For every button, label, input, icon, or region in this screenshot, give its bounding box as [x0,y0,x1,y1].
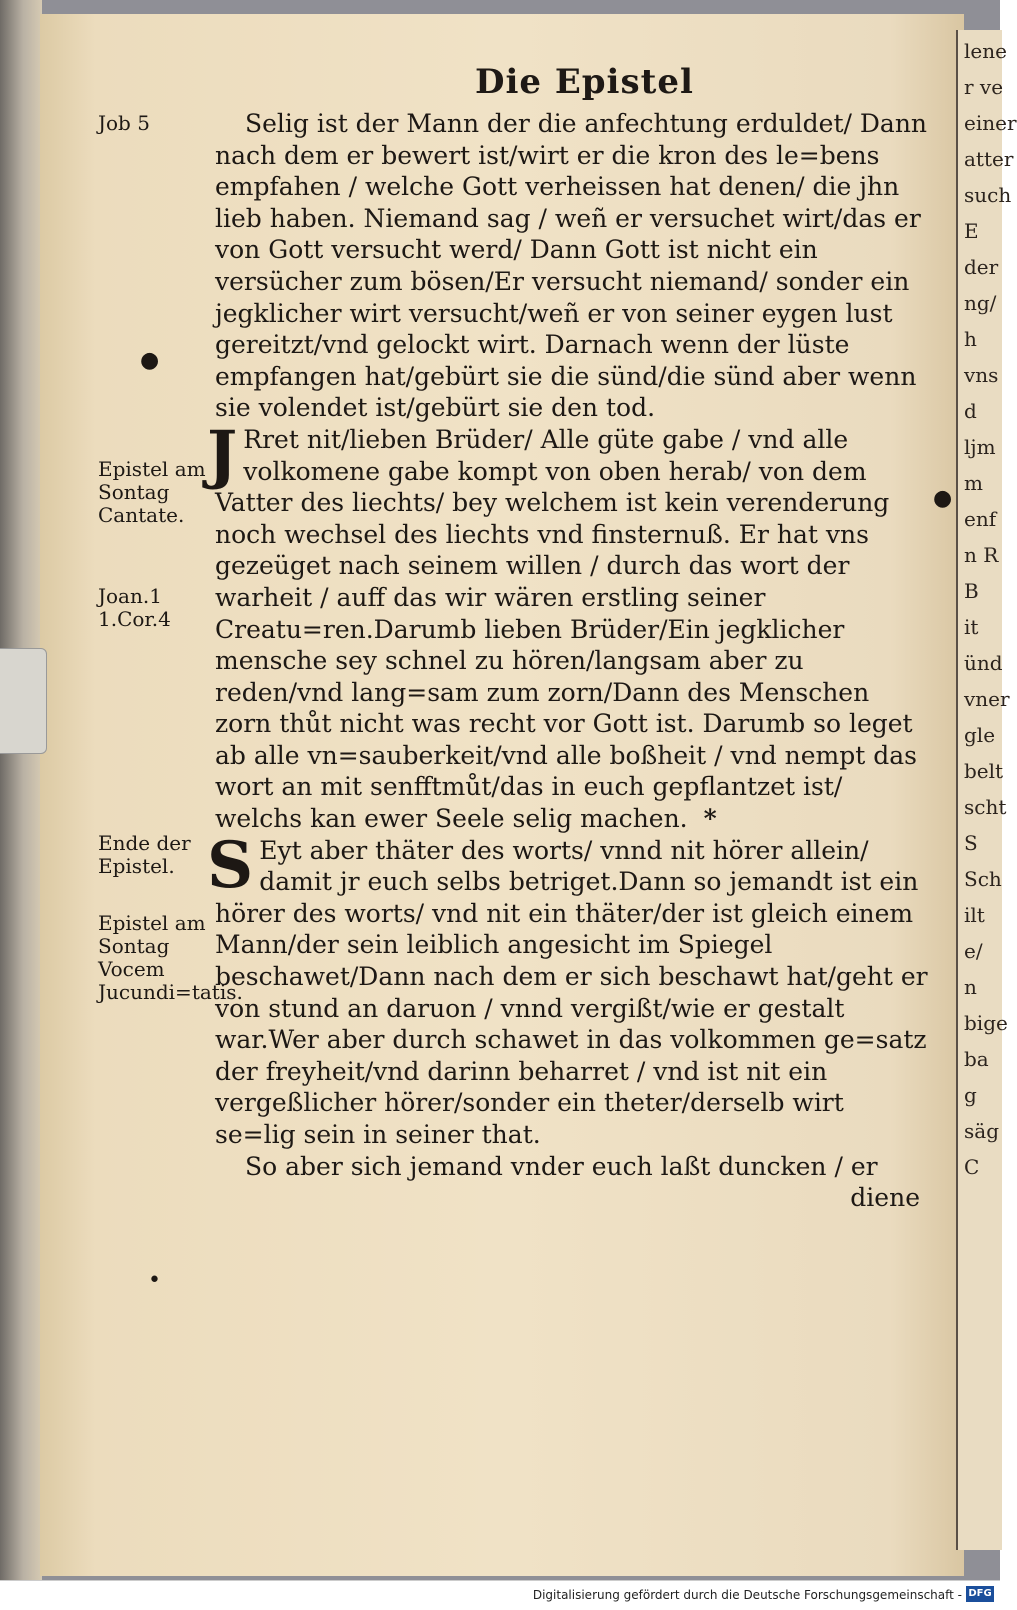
facing-page-fragment: säg [964,1119,999,1143]
facing-page-edge [956,30,1017,1550]
facing-page-fragment: C [964,1155,980,1179]
paragraph-text: Rret nit/lieben Brüder/ Alle güte gabe / vnd alle volkomene gabe kompt von oben herab/ von dem Vatter des liechts/ bey welchem ist kein verenderung noch wechsel des liechts vnd finsternuß. Er hat vns gezeüget nach seinem willen / durch das wort der warheit / auff das wir wären erstling seiner Creatu=ren.Darumb lieben Brüder/Ein jegklicher mensche sey schnel zu hören/langsam aber zu reden/vnd lang=sam zum zorn/Dann des Menschen zorn thůt nicht was recht vor Gott ist. Darumb so leget ab alle vn=sauberkeit/vnd alle boßheit / vnd nempt das wort an mit senfftmůt/das in euch gepflantzet ist/ welchs kan ewer Seele selig machen. [215,424,917,834]
margin-note-refs: Joan.1 1.Cor.4 [98,584,171,631]
facing-page-fragment: r ve [964,75,1004,99]
asterisk-marker: * [703,804,717,834]
facing-page-fragment: ljm [964,435,996,459]
facing-page-fragment: ünd [964,651,1003,675]
margin-note-cantate: Epistel am Sontag Cantate. [98,457,206,527]
facing-page-fragment: n [964,975,977,999]
book-spine [0,0,42,1580]
facing-page-fragment: m [964,471,983,495]
facing-page-fragment: einer [964,111,1017,135]
facing-page-fragment: h [964,327,977,351]
margin-bullet: • [148,1268,161,1293]
paragraph-text: Selig ist der Mann der die anfechtung erduldet/ Dann nach dem er bewert ist/wirt er die kron des le=bens empfahen / welche Gott verheissen hat denen/ die jhn lieb haben. Niemand sag / weñ er versuchet wirt/das er von Gott versucht werd/ Dann Gott ist nicht ein versücher zum bösen/Er versucht niemand/ sonder ein jegklicher wirt versucht/weñ er von seiner eygen lust gereitzt/vnd gelockt wirt. Darnach wenn der lüste empfangen hat/gebürt sie die sünd/die sünd aber wenn sie volendet ist/gebürt sie den tod. [215,109,928,423]
facing-page-fragment: ilt [964,903,985,927]
facing-page-fragment: g [964,1083,977,1107]
facing-page-fragment: scht [964,795,1007,819]
paragraph-3 [207,827,930,1151]
facing-page-fragment: ng/ [964,291,997,315]
facing-page-fragment: enf [964,507,997,531]
paragraph-text: Eyt aber thäter des worts/ vnnd nit hörer allein/ damit jr euch selbs betriget.Dann so jemandt ist ein hörer des worts/ vnd nit ein thäter/der ist gleich einem Mann/der sein leiblich angesicht im Spiegel beschawet/Dann nach dem er sich beschawt hat/geht er von stund an daruon / vnnd vergißt/wie er gestalt war.Wer aber durch schawet in das volkommen ge=satz der freyheit/vnd darinn beharret / vnd ist nit ein vergeßlicher hörer/sonder ein theter/derselb wirt se=lig sein in seiner that. [215,835,928,1149]
facing-page-fragment: B [964,579,979,603]
margin-note-job: Job 5 [98,111,150,135]
facing-page-fragment: n R [964,543,999,567]
facing-page-fragment: gle [964,723,996,747]
facing-page-fragment: atter [964,147,1014,171]
facing-page-fragment: e/ [964,939,983,963]
footer-bar [0,1580,1000,1610]
footer-credit: Digitalisierung gefördert durch die Deutsche Forschungsgemeinschaft - [532,1588,962,1602]
facing-page-fragment: S [964,831,978,855]
margin-bullet: ● [140,348,160,373]
facing-page-fragment: der [964,255,999,279]
paragraph-1 [215,108,930,424]
margin-note-ende: Ende der Epistel. [98,831,191,878]
paragraph-4 [215,1151,930,1183]
facing-page-fragment: lene [964,39,1007,63]
paragraph-text: So aber sich jemand vnder euch laßt duncken / er [245,1151,878,1181]
facing-page-fragment: such [964,183,1012,207]
paragraph-2 [207,416,930,835]
dfg-logo: DFG [966,1586,994,1602]
drop-initial: J [207,416,238,492]
facing-page-fragment: vner [964,687,1010,711]
facing-page-fragment: Sch [964,867,1002,891]
facing-page-fragment: ba [964,1047,989,1071]
facing-page-fragment: it [964,615,979,639]
margin-bullet: ● [933,486,953,511]
body-text [207,108,930,1214]
facing-page-fragment: belt [964,759,1004,783]
facing-page-fragment: E [964,219,979,243]
margin-note-vocem: Epistel am Sontag Vocem Jucundi=tatis. [98,911,243,1004]
running-head: Die Epistel [475,62,694,102]
catchword: diene [850,1183,920,1213]
facing-page-fragment: d [964,399,977,423]
facing-page-fragment: bige [964,1011,1008,1035]
facing-page-fragment: vns [964,363,999,387]
drop-initial: S [207,827,254,903]
book-clasp [0,648,47,754]
